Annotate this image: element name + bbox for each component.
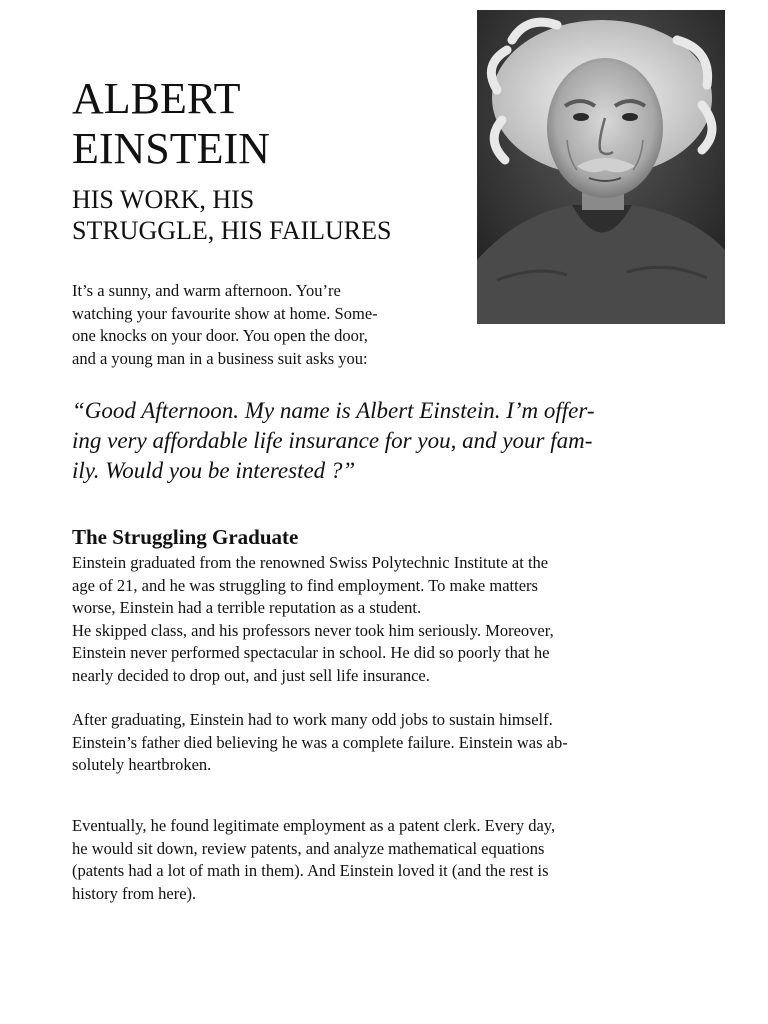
body-paragraph-3 xyxy=(72,815,712,905)
paragraph-line: Eventually, he found legitimate employment as a patent clerk. Every day, xyxy=(72,816,556,835)
subtitle-line-2: STRUGGLE, HIS FAILURES xyxy=(72,216,392,245)
title-line-1: ALBERT xyxy=(72,74,241,123)
einstein-portrait-photo xyxy=(477,10,725,324)
portrait-illustration xyxy=(477,10,725,324)
paragraph-line: Einstein’s father died believing he was a complete failure. Einstein was ab- xyxy=(72,732,568,752)
einstein-quote xyxy=(72,396,702,486)
intro-line: It’s a sunny, and warm afternoon. You’re xyxy=(72,281,341,300)
quote-line: ily. Would you be interested ?” xyxy=(72,458,356,483)
intro-line: watching your favourite show at home. Some- xyxy=(72,303,378,323)
body-paragraph-1 xyxy=(72,552,712,687)
paragraph-line: He skipped class, and his professors never took him seriously. Moreover, xyxy=(72,620,554,640)
subtitle-line-1: HIS WORK, HIS xyxy=(72,185,255,214)
paragraph-line: nearly decided to drop out, and just sell life insurance. xyxy=(72,665,430,685)
intro-paragraph xyxy=(72,280,467,370)
paragraph-line: solutely heartbroken. xyxy=(72,755,212,774)
paragraph-line: history from here). xyxy=(72,883,197,903)
title-line-2: EINSTEIN xyxy=(72,124,270,173)
paragraph-line: he would sit down, review patents, and analyze mathematical equations xyxy=(72,838,545,858)
body-paragraph-2 xyxy=(72,709,712,777)
quote-line: ing very affordable life insurance for you, and your fam- xyxy=(72,428,593,453)
paragraph-line: worse, Einstein had a terrible reputation as a student. xyxy=(72,598,422,617)
quote-line: “Good Afternoon. My name is Albert Einstein. I’m offer- xyxy=(72,398,595,423)
paragraph-line: Einstein never performed spectacular in school. He did so poorly that he xyxy=(72,643,550,662)
paragraph-line: Einstein graduated from the renowned Swiss Polytechnic Institute at the xyxy=(72,553,549,572)
paragraph-line: After graduating, Einstein had to work many odd jobs to sustain himself. xyxy=(72,710,553,729)
paragraph-line: (patents had a lot of math in them). And Einstein loved it (and the rest is xyxy=(72,861,549,880)
section-heading: The Struggling Graduate xyxy=(72,525,299,549)
document-subtitle xyxy=(72,184,472,246)
intro-line: one knocks on your door. You open the door, xyxy=(72,326,368,345)
document-title xyxy=(72,74,462,174)
paragraph-line: age of 21, and he was struggling to find employment. To make matters xyxy=(72,575,538,595)
intro-line: and a young man in a business suit asks you: xyxy=(72,348,368,368)
